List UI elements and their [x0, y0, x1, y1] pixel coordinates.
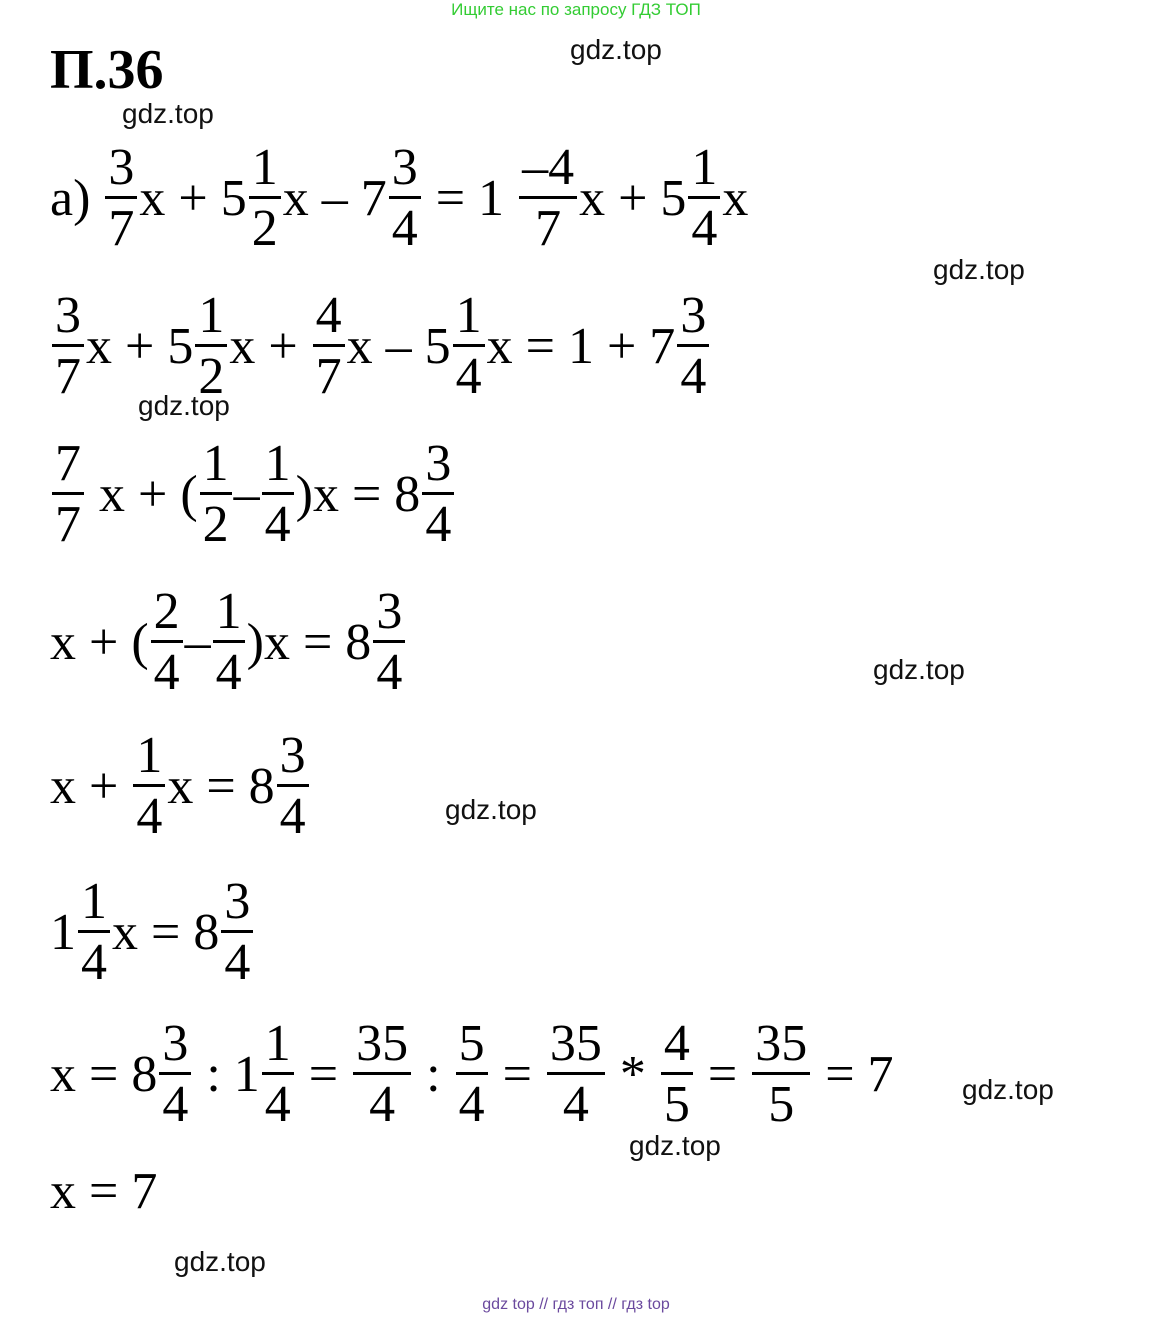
equation-text: x + ( [50, 613, 149, 671]
fraction [373, 583, 405, 701]
fraction-denominator: 4 [264, 1076, 291, 1133]
watermark: gdz.top [174, 1246, 266, 1277]
fraction-bar [313, 344, 345, 347]
equation-text: = 7 [812, 1045, 894, 1103]
equation-text: – [233, 465, 260, 523]
equation-text: x + 5 [86, 317, 194, 375]
fraction-denominator: 4 [391, 200, 418, 257]
fraction-bar [52, 344, 84, 347]
fraction-denominator: 4 [264, 496, 291, 553]
equation-line-6 [50, 873, 255, 991]
fraction-denominator: 7 [55, 496, 81, 553]
equation-text: : [413, 1045, 454, 1103]
fraction-numerator: 3 [224, 873, 251, 930]
fraction-bar [105, 196, 137, 199]
fraction-numerator: 1 [81, 873, 107, 930]
fraction-bar [453, 344, 485, 347]
fraction-numerator: 3 [680, 287, 707, 344]
fraction-denominator: 7 [315, 348, 342, 405]
fraction [105, 139, 137, 257]
fraction-numerator: 3 [55, 287, 81, 344]
fraction-denominator: 4 [455, 348, 482, 405]
fraction-numerator: 35 [549, 1015, 602, 1072]
fraction-numerator: 3 [162, 1015, 189, 1072]
equation-text: * [606, 1045, 659, 1103]
equation-text: x [722, 169, 749, 227]
fraction-bar [249, 196, 281, 199]
fraction-denominator: 4 [162, 1076, 189, 1133]
fraction-bar [213, 640, 245, 643]
fraction [547, 1015, 605, 1133]
equation-line-8 [50, 1163, 158, 1220]
equation-line-1 [50, 139, 749, 257]
fraction-bar [262, 492, 294, 495]
fraction-denominator: 4 [153, 644, 180, 701]
equation-text: – [184, 613, 211, 671]
fraction-numerator: 35 [755, 1015, 808, 1072]
fraction-numerator: 35 [356, 1015, 409, 1072]
fraction [262, 1015, 294, 1133]
page-title: П.36 [50, 39, 164, 101]
fraction [453, 287, 485, 405]
fraction [661, 1015, 693, 1133]
fraction-numerator: 3 [391, 139, 418, 196]
fraction-bar [752, 1072, 810, 1075]
top-banner: Ищите нас по запросу ГДЗ ТОП [451, 0, 701, 19]
fraction-denominator: 4 [81, 934, 107, 991]
fraction-denominator: 4 [136, 788, 163, 845]
equation-text: x = 7 [50, 1163, 158, 1220]
equation-text: = [489, 1045, 545, 1103]
fraction-bar [389, 196, 421, 199]
fraction [389, 139, 421, 257]
watermark: gdz.top [629, 1130, 721, 1161]
fraction-denominator: 2 [251, 200, 278, 257]
equation-text: )x = 8 [246, 613, 372, 671]
fraction [353, 1015, 411, 1133]
watermark: gdz.top [933, 254, 1025, 285]
fraction [221, 873, 253, 991]
fraction [159, 1015, 191, 1133]
fraction-numerator: 4 [315, 287, 342, 344]
equation-text: x = 8 [112, 903, 220, 961]
fraction-bar [422, 492, 454, 495]
equation-line-7 [50, 1015, 894, 1133]
watermark: gdz.top [873, 654, 965, 685]
fraction-numerator: 1 [198, 287, 225, 344]
fraction-numerator: 1 [455, 287, 482, 344]
fraction [677, 287, 709, 405]
equation-text: x = 8 [50, 1045, 158, 1103]
fraction-bar [688, 196, 720, 199]
fraction-denominator: 4 [369, 1076, 396, 1133]
watermark: gdz.top [570, 34, 662, 65]
fraction-denominator: 2 [198, 348, 225, 405]
fraction [456, 1015, 488, 1133]
fraction [78, 873, 110, 991]
fraction [262, 435, 294, 553]
fraction-denominator: 4 [224, 934, 251, 991]
fraction-numerator: 1 [202, 435, 229, 492]
equation-text: = [694, 1045, 751, 1103]
fraction [752, 1015, 810, 1133]
fraction-numerator: 3 [376, 583, 403, 640]
fraction-denominator: 4 [458, 1076, 485, 1133]
fraction-bar [353, 1072, 411, 1075]
fraction-bar [373, 640, 405, 643]
equation-line-3 [50, 435, 456, 553]
fraction-numerator: 5 [458, 1015, 485, 1072]
fraction-denominator: 4 [562, 1076, 589, 1133]
fraction-bar [78, 930, 110, 933]
fraction-denominator: 4 [215, 644, 242, 701]
equation-line-2 [50, 287, 711, 405]
fraction-bar [262, 1072, 294, 1075]
fraction [249, 139, 281, 257]
equation-text: x + 5 [579, 169, 687, 227]
fraction-denominator: 7 [535, 200, 562, 257]
fraction [195, 287, 227, 405]
fraction [422, 435, 454, 553]
fraction-numerator: 1 [264, 435, 291, 492]
fraction-denominator: 4 [680, 348, 707, 405]
watermark: gdz.top [445, 794, 537, 825]
fraction-bar [52, 492, 84, 495]
fraction-denominator: 4 [691, 200, 718, 257]
fraction-bar [133, 784, 165, 787]
fraction-numerator: 4 [663, 1015, 690, 1072]
watermark: gdz.top [962, 1074, 1054, 1105]
fraction-denominator: 4 [376, 644, 403, 701]
equation-text: = 1 [422, 169, 518, 227]
fraction [52, 287, 84, 405]
equation-text: x + [50, 757, 132, 815]
fraction-denominator: 7 [55, 348, 81, 405]
fraction-numerator: –4 [522, 139, 575, 196]
fraction [277, 727, 309, 845]
fraction-bar [519, 196, 577, 199]
fraction [313, 287, 345, 405]
equation-line-5 [50, 727, 311, 845]
fraction-bar [195, 344, 227, 347]
fraction-bar [151, 640, 183, 643]
fraction-numerator: 1 [136, 727, 163, 784]
equation-text: x = 1 + 7 [486, 317, 676, 375]
equation-text: а) [50, 169, 104, 227]
watermark: gdz.top [138, 390, 230, 421]
equation-text: x + 5 [139, 169, 247, 227]
fraction [519, 139, 577, 257]
fraction-numerator: 3 [425, 435, 452, 492]
fraction-numerator: 7 [55, 435, 81, 492]
fraction-numerator: 1 [251, 139, 278, 196]
fraction-numerator: 3 [279, 727, 306, 784]
fraction-denominator: 5 [768, 1076, 795, 1133]
fraction-bar [221, 930, 253, 933]
equation-text: )x = 8 [295, 465, 421, 523]
fraction-denominator: 2 [202, 496, 229, 553]
fraction-numerator: 1 [215, 583, 242, 640]
fraction-denominator: 4 [279, 788, 306, 845]
equation-text: x – 5 [346, 317, 451, 375]
equation-text: = [295, 1045, 352, 1103]
fraction-denominator: 4 [425, 496, 452, 553]
fraction-numerator: 2 [153, 583, 180, 640]
fraction [151, 583, 183, 701]
fraction-bar [547, 1072, 605, 1075]
equation-text: 1 [50, 903, 76, 961]
fraction-bar [661, 1072, 693, 1075]
fraction-bar [159, 1072, 191, 1075]
equation-text: x = 8 [167, 757, 275, 815]
watermark: gdz.top [122, 98, 214, 129]
fraction-numerator: 1 [264, 1015, 291, 1072]
fraction-numerator: 1 [691, 139, 718, 196]
equation-text: x + ( [86, 465, 198, 523]
fraction-bar [677, 344, 709, 347]
equation-text: : 1 [193, 1045, 260, 1103]
equation-text: x + [229, 317, 311, 375]
fraction-bar [456, 1072, 488, 1075]
fraction [213, 583, 245, 701]
fraction-denominator: 5 [663, 1076, 690, 1133]
fraction [133, 727, 165, 845]
fraction-numerator: 3 [108, 139, 135, 196]
equation-text: x – 7 [282, 169, 387, 227]
fraction-denominator: 7 [108, 200, 135, 257]
equation-line-4 [50, 583, 407, 701]
fraction-bar [200, 492, 232, 495]
footer-links: gdz top // гдз топ // гдз top [482, 1296, 670, 1313]
fraction [52, 435, 84, 553]
fraction [200, 435, 232, 553]
fraction [688, 139, 720, 257]
fraction-bar [277, 784, 309, 787]
